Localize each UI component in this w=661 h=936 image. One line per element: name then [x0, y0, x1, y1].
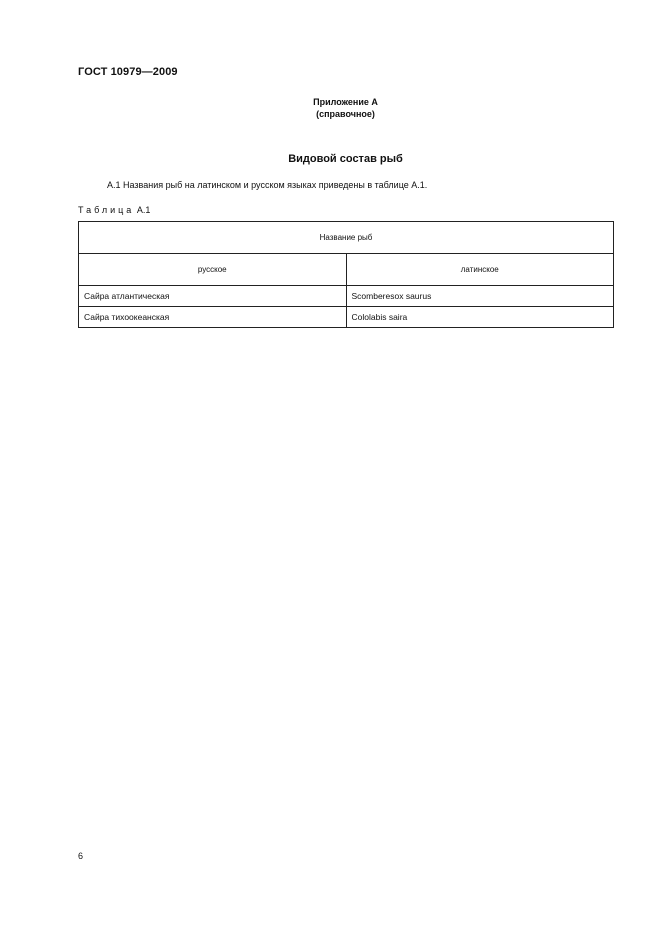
- appendix-title: Приложение А: [313, 97, 378, 107]
- appendix-title-block: [0, 96, 661, 120]
- intro-paragraph: А.1 Названия рыб на латинском и русском языках приведены в таблице А.1.: [107, 180, 428, 190]
- table-column-header-row: [79, 254, 614, 286]
- cell-latin-name: Cololabis saira: [346, 307, 614, 328]
- document-code: ГОСТ 10979—2009: [78, 66, 178, 78]
- fish-names-table: [78, 221, 614, 328]
- section-heading: Видовой состав рыб: [288, 153, 403, 165]
- page-number: 6: [78, 851, 84, 861]
- table-row: [79, 286, 614, 307]
- table-caption-word: Таблица: [78, 205, 135, 215]
- table-row: [79, 307, 614, 328]
- cell-latin-name: Scomberesox saurus: [346, 286, 614, 307]
- cell-russian-name: Сайра атлантическая: [79, 286, 347, 307]
- table-group-header: Название рыб: [79, 222, 614, 254]
- table-group-header-row: [79, 222, 614, 254]
- appendix-subtitle: (справочное): [316, 109, 375, 119]
- column-header-russian: русское: [79, 254, 347, 286]
- cell-russian-name: Сайра тихоокеанская: [79, 307, 347, 328]
- column-header-latin: латинское: [346, 254, 614, 286]
- table-caption-number: А.1: [136, 205, 151, 215]
- table-caption: [78, 205, 150, 215]
